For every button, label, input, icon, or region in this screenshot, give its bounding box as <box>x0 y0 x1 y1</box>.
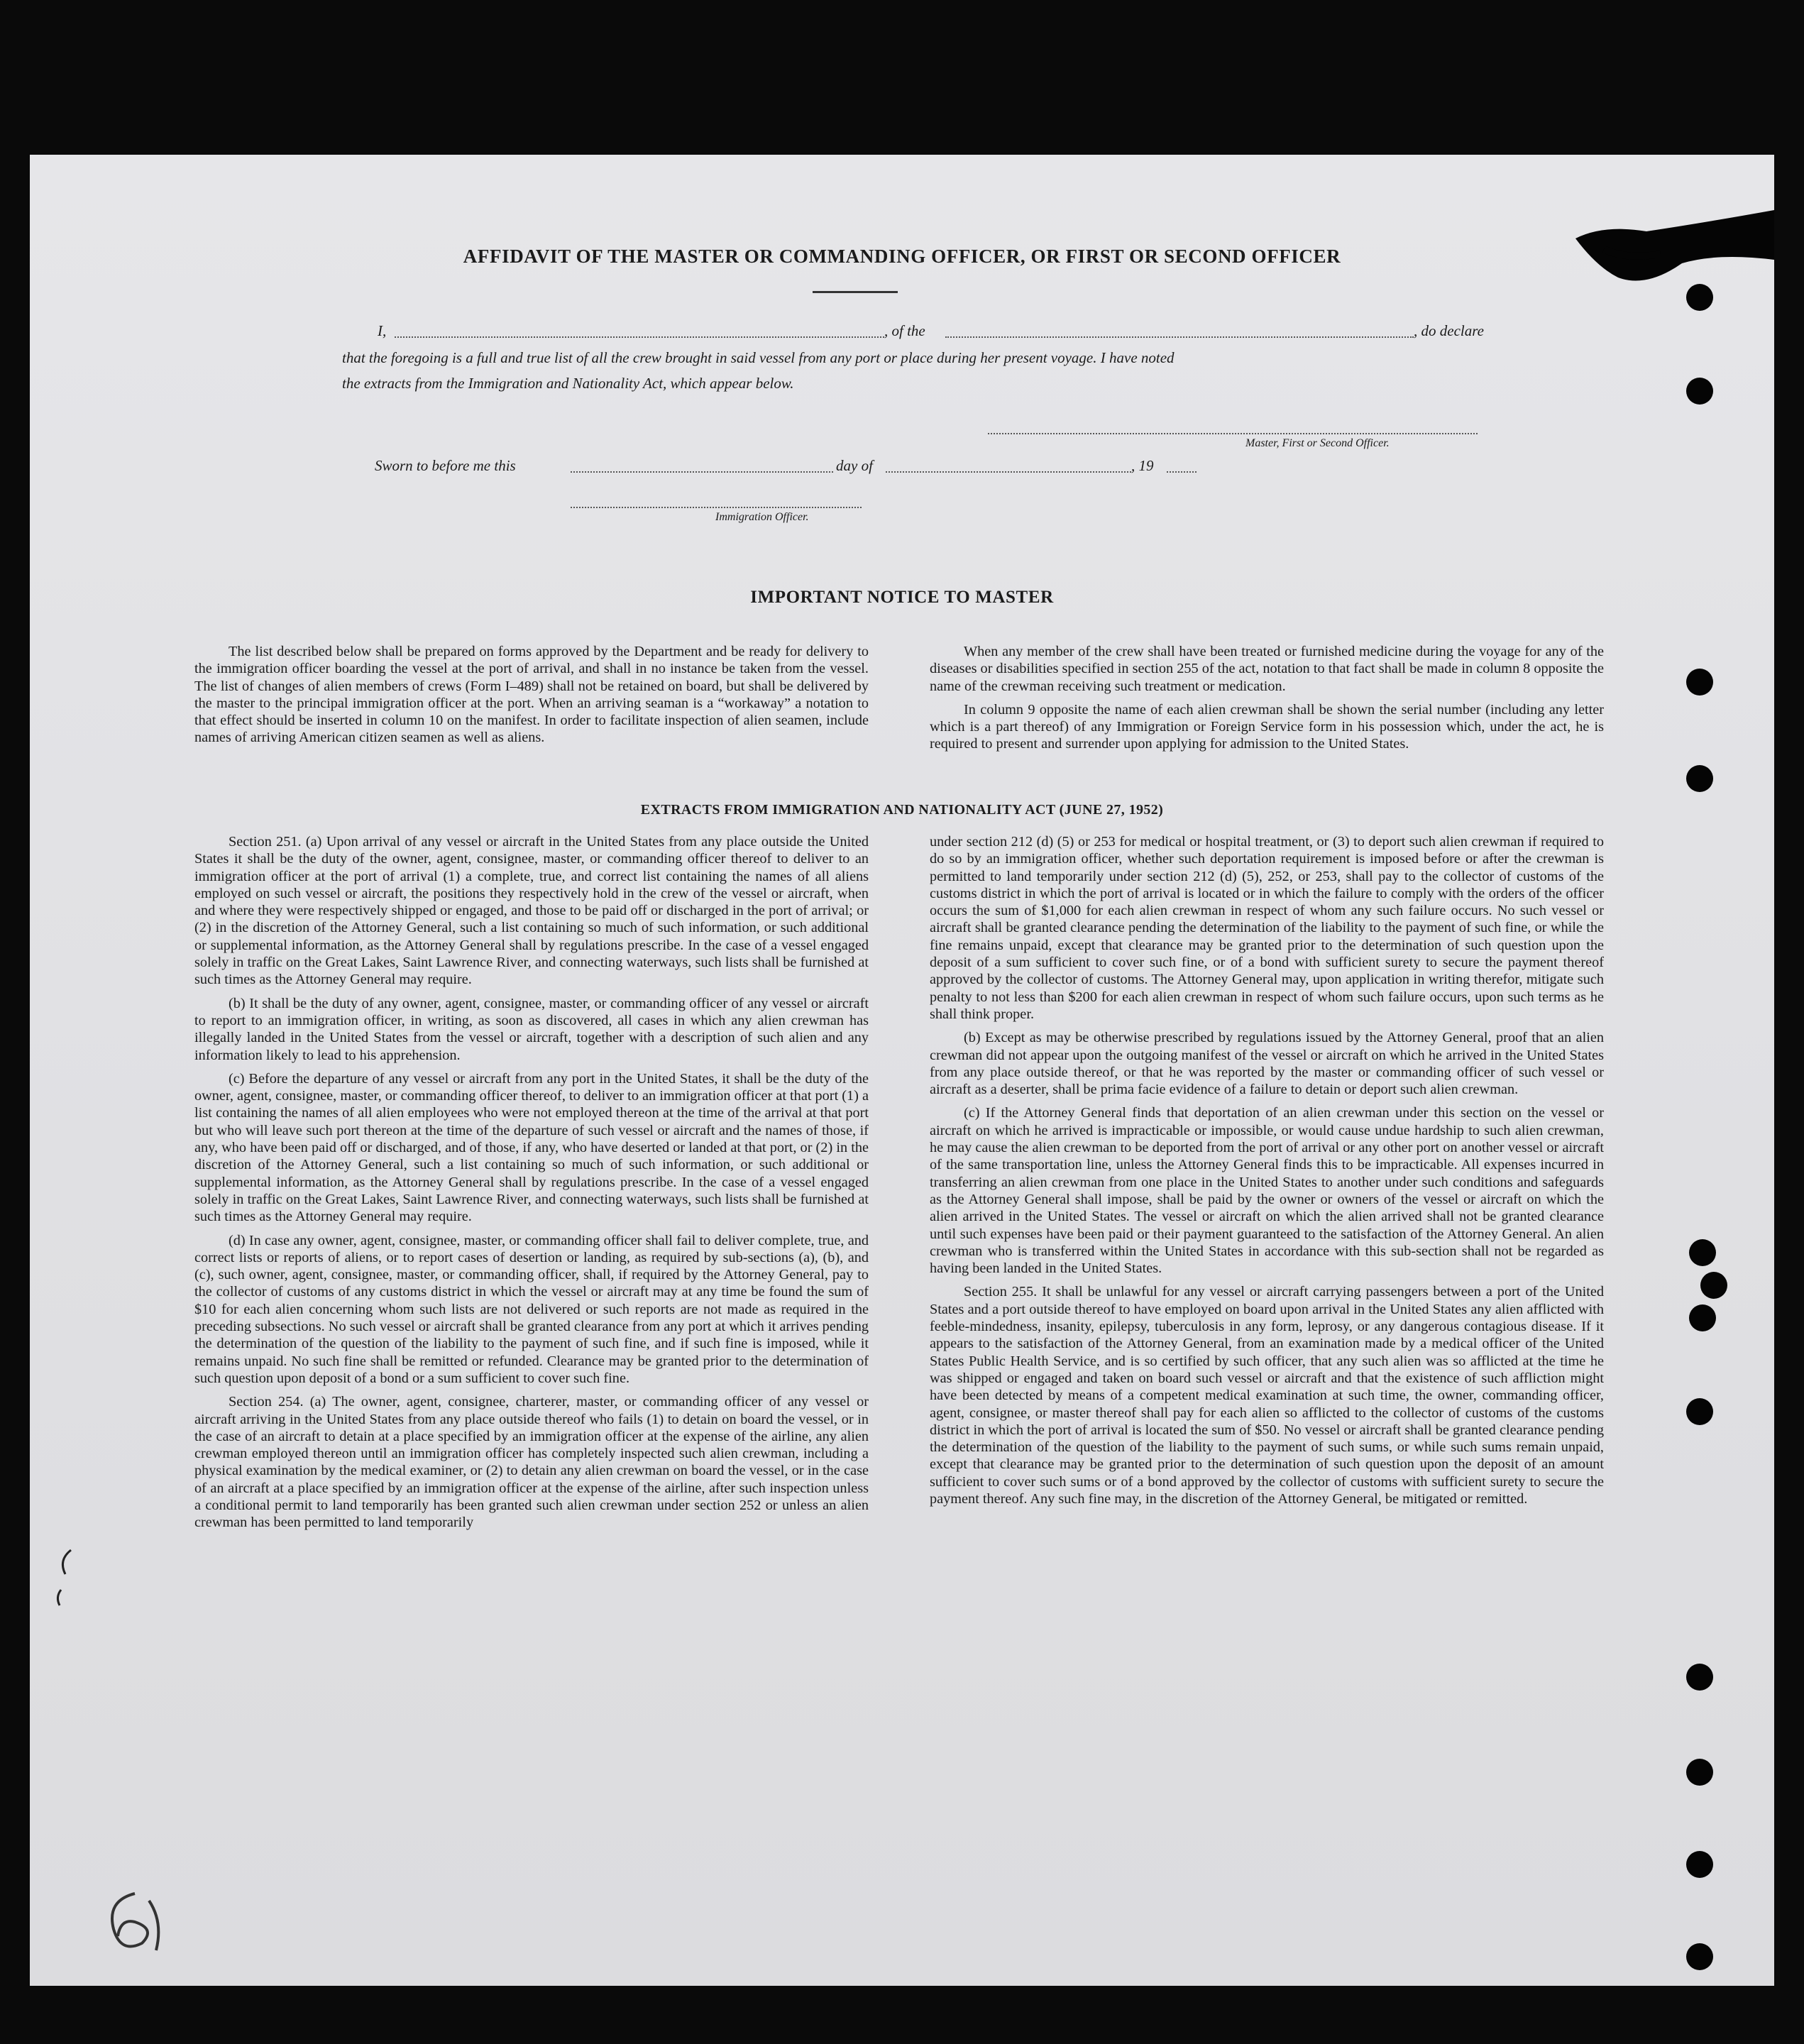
notice-title: IMPORTANT NOTICE TO MASTER <box>750 588 1054 607</box>
binder-hole <box>1700 1272 1727 1299</box>
vessel-blank <box>945 336 1414 338</box>
notice-paragraph: When any member of the crew shall have been treated or furnished medicine during the voyage for any of the diseases or disabilities specified in section 255 of the act, notation to that fact shall be made in column 8 opposite the name of the crewman receiving such treatment or medication. <box>930 644 1604 694</box>
title-underline <box>813 291 898 293</box>
act-paragraph: (d) In case any owner, agent, consignee, master, or commanding officer shall fail to deliver complete, true, and correct lists or reports of aliens, or to report cases of desertion or landing, as required by sub-sections (a), (b), and (c), such owner, agent, consignee, master, or commanding officer, shall, if required by the Attorney General, pay to the collector of customs of any customs district in which the vessel or aircraft may at any time be found the sum of $10 for each alien concerning whom such lists are not delivered or such reports are not made as required in the preceding subsections. No such vessel or aircraft shall be granted clearance from any port at which it arrives pending the determination of the question of the liability to the payment of such fine, and if such fine is imposed, while it remains unpaid. No such fine shall be remitted or refunded. Clearance may be granted prior to the determination of such question upon deposit of a bond or a sum sufficient to cover such fine. <box>194 1232 869 1386</box>
act-paragraph: (c) Before the departure of any vessel or aircraft from any port in the United States, it shall be the duty of the owner, agent, consignee, master, or commanding officer thereof, to deliver to an immigration officer at that port (1) a list containing the names of all alien employees who were not employed thereon at the time of the arrival at that port but who will leave such port thereon at the time of the departure of such vessel or aircraft and the names of those, if any, who have been paid off or discharged, and of those, if any, who have deserted or landed at that port, or (2) in the discretion of the Attorney General, such a list containing so much of such information, or such additional or supplemental information, as the Attorney General shall by regulations prescribe. In the case of a vessel engaged solely in traffic on the Great Lakes, Saint Lawrence River, and connecting waterways, such lists shall be furnished at such times as the Attorney General may require. <box>194 1070 869 1225</box>
notice-left-column <box>194 643 869 753</box>
sworn-day-blank <box>571 471 833 473</box>
document-page <box>30 155 1774 1986</box>
officer-signature-blank <box>571 507 862 508</box>
extracts-title: EXTRACTS FROM IMMIGRATION AND NATIONALITY ACT (JUNE 27, 1952) <box>640 802 1164 818</box>
officer-signature-label: Immigration Officer. <box>715 511 809 523</box>
act-paragraph: (b) Except as may be otherwise prescribed by regulations issued by the Attorney General, proof that an alien crewman did not appear upon the outgoing manifest of the vessel or aircraft on which he arrived in the United States from any place outside thereof, or that he was reported by the master or commanding officer of such vessel or aircraft as a deserter, shall be prima facie evidence of a failure to detain or deport such alien crewman. <box>930 1030 1604 1098</box>
pen-mark <box>92 1886 177 1965</box>
act-paragraph: (c) If the Attorney General finds that deportation of an alien crewman under this section on the vessel or aircraft on which he arrived is impracticable or impossible, or would cause undue hardship to such alien crewman, he may cause the alien crewman to be deported from the port of arrival or any other port on another vessel or aircraft of the same transportation line, unless the Attorney General finds this to be impracticable. All expenses incurred in transferring an alien crewman from one place in the United States to another under such conditions and safeguards as the Attorney General shall impose, shall be paid by the owner or owners of the vessel or aircraft on which the alien arrived in the United States. The vessel or aircraft on which the alien arrived shall not be granted clearance until such expenses have been paid or their payment guaranteed to the satisfaction of the Attorney General. An alien crewman who is transferred within the United States in accordance with this sub-section shall not be regarded as having been landed in the United States. <box>930 1105 1604 1277</box>
binder-hole <box>1686 1398 1713 1425</box>
binder-hole <box>1686 378 1713 405</box>
declaration-i-label: I, <box>378 322 387 339</box>
year-blank <box>1167 471 1197 473</box>
act-paragraph: (b) It shall be the duty of any owner, agent, consignee, master, or commanding officer of any vessel or aircraft to report to an immigration officer, in writing, as soon as discovered, all cases in which any alien crewman has illegally landed in the United States from the vessel or aircraft, together with a description of such alien and any information likely to lead to his apprehension. <box>194 995 869 1063</box>
binder-hole <box>1686 669 1713 696</box>
notice-paragraph: The list described below shall be prepared on forms approved by the Department and be ready for delivery to the immigration officer boarding the vessel at the port of arrival, and shall in no instance be taken from the vessel. The list of changes of alien members of crews (Form I–489) shall not be retained on board, but shall be delivered by the master to the principal immigration officer at the port. When an arriving seaman is a “workaway” a notation to that effect should be inserted in column 10 on the manifest. In order to facilitate inspection of alien seamen, include names of arriving American citizen seamen as well as aliens. <box>194 644 869 746</box>
binder-hole <box>1686 765 1713 792</box>
master-signature-blank <box>988 433 1478 434</box>
year-label: , 19 <box>1131 457 1154 474</box>
binder-hole <box>1689 1304 1716 1331</box>
notice-paragraph: In column 9 opposite the name of each alien crewman shall be shown the serial number (including any letter which is a part thereof) of any Immigration or Foreign Service form in his possession which, under the act, he is required to present and surrender upon applying for admission to the United States. <box>930 701 1604 752</box>
master-signature-label: Master, First or Second Officer. <box>1245 437 1390 449</box>
binder-hole <box>1686 1943 1713 1970</box>
day-of-label: day of <box>836 457 873 474</box>
declaration-line-3: the extracts from the Immigration and Nationality Act, which appear below. <box>342 375 794 392</box>
notice-right-column <box>930 643 1604 759</box>
binder-hole <box>1686 1664 1713 1691</box>
binder-hole <box>1686 284 1713 311</box>
act-paragraph: under section 212 (d) (5) or 253 for medical or hospital treatment, or (3) to deport such alien crewman if required to do so by an immigration officer, whether such deportation requirement is imposed before or after the crewman is permitted to land temporarily under section 212 (d) (5), 252, or 253, shall pay to the collector of customs of the customs district in which the port of arrival is located or in which the failure to comply with the orders of the officer occurs the sum of $1,000 for each alien crewman in respect of whom any such failure occurs. No such vessel or aircraft shall be granted clearance pending the determination of the liability to the payment of such fine, or while the fine remains unpaid, except that clearance may be granted prior to the determination of such question upon the deposit of a sum sufficient to cover such fine, or of a bond with sufficient surety to secure the payment thereof approved by the collector of customs. The Attorney General may, upon application in writing therefor, mitigate such penalty to not less than $200 for each alien crewman in respect of whom such failure occurs, upon such terms as he shall think proper. <box>930 834 1604 1022</box>
act-paragraph: Section 254. (a) The owner, agent, consignee, charterer, master, or commanding officer of any vessel or aircraft arriving in the United States from any place outside thereof who fails (1) to detain on board the vessel, or in the case of an aircraft to detain at a place specified by an immigration officer at the expense of the airline, any alien crewman employed thereon until an immigration officer has completely inspected such alien crewman, including a physical examination by the medical examiner, or (2) to detain any alien crewman on board the vessel, or in the case of an aircraft at a place specified by an immigration officer at the expense of the airline, after such inspection unless a conditional permit to land temporarily has been granted such alien crewman under section 252 or unless an alien crewman has been permitted to land temporarily <box>194 1394 869 1531</box>
act-paragraph: Section 255. It shall be unlawful for any vessel or aircraft carrying passengers between a port of the United States and a port outside thereof to have employed on board upon arrival in the United States any alien afflicted with feeble-mindedness, insanity, epilepsy, tuberculosis in any form, leprosy, or any dangerous contagious disease. If it appears to the satisfaction of the Attorney General, from an examination made by a medical officer of the United States Public Health Service, and is so certified by such officer, that any such alien was so afflicted at the time he was shipped or engaged and taken on board such vessel or aircraft and that the existence of such affliction might have been detected by means of a competent medical examination at such time, the owner, commanding officer, agent, consignee, or master thereof shall pay for each alien so afflicted to the collector of customs of the customs district in which the port of arrival is located the sum of $50. No vessel or aircraft shall be granted clearance pending the determination of the question of the liability to the payment of such sums, or while such sums remain unpaid, except that clearance may be granted prior to the determination of such question upon the deposit of an amount sufficient to cover such sums or of a bond approved by the collector of customs with sufficient surety to secure the payment thereof. Any such fine may, in the discretion of the Attorney General, be mitigated or remitted. <box>930 1284 1604 1507</box>
name-blank <box>395 336 884 338</box>
pen-mark <box>51 1546 79 1610</box>
act-right-column <box>930 833 1604 1514</box>
act-paragraph: Section 251. (a) Upon arrival of any vessel or aircraft in the United States from any place outside the United States it shall be the duty of the owner, agent, consignee, master, or commanding officer thereof to deliver to an immigration officer at the port of arrival (1) a complete, true, and correct list containing the names of all aliens employed on such vessel or aircraft, the positions they respectively hold in the crew of the vessel or aircraft, when and where they were respectively shipped or engaged, and those to be paid off or discharged in the port of arrival; or (2) in the discretion of the Attorney General, such a list containing so much of such information, or such additional or supplemental information, as the Attorney General shall by regulations prescribe. In the case of a vessel engaged solely in traffic on the Great Lakes, Saint Lawrence River, and connecting waterways, such lists shall be furnished at such times as the Attorney General may require. <box>194 834 869 988</box>
declaration-line-2: that the foregoing is a full and true list of all the crew brought in said vessel from any port or place during her present voyage. I have noted <box>342 349 1175 366</box>
sworn-label: Sworn to before me this <box>375 457 516 474</box>
do-declare-label: , do declare <box>1414 322 1484 339</box>
affidavit-title: AFFIDAVIT OF THE MASTER OR COMMANDING OFFICER, OR FIRST OR SECOND OFFICER <box>463 246 1341 267</box>
act-left-column <box>194 833 869 1538</box>
binder-hole <box>1686 1851 1713 1878</box>
of-the-label: , of the <box>884 322 925 339</box>
binder-hole <box>1686 1759 1713 1786</box>
sworn-month-blank <box>886 471 1131 473</box>
binder-hole <box>1689 1239 1716 1266</box>
